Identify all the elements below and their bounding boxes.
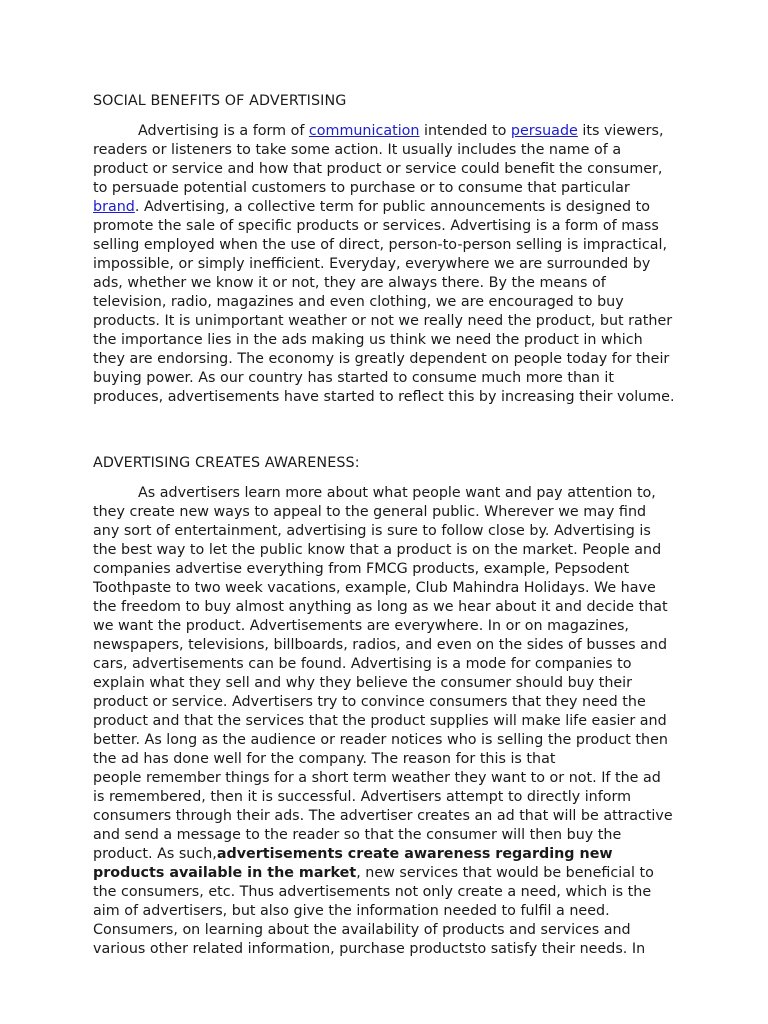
text-run: As advertisers learn more about what people want and pay attention to, they create new ways to appeal to the general public. Wherever we may find any sort of entertainment, advertising is sure to follow close by. Advertising is the best way to let the public know that a product is on the market. People and companies advertise everything from FMCG products, example, Pepsodent Toothpaste to two week vacations, example, Club Mahindra Holidays. We have the freedom to buy almost anything as long as we hear about it and decide that we want the product. Advertisements are everywhere. In or on magazines, newspapers, televisions, billboards, radios, and even on the sides of busses and cars, advertisements can be found. Advertising is a mode for companies to explain what they sell and why they believe the consumer should buy their product or service. Advertisers try to convince consumers that they need the product and that the services that the product supplies will make life easier and better. As long as the audience or reader notices who is selling the product then the ad has done well for the company. The reason for this is that [93, 485, 668, 767]
section-heading-awareness: ADVERTISING CREATES AWARENESS: [93, 455, 360, 471]
link-brand[interactable]: brand [93, 199, 135, 215]
paragraph-awareness [93, 484, 676, 959]
bold-emphasis: advertisements create awareness regarding new products available in the market [93, 846, 613, 881]
text-run: its viewers, readers or listeners to take some action. It usually includes the name of a product or service and how that product or service could benefit the consumer, to persuade potential customers to purchase or to consume that particular [93, 123, 664, 196]
link-communication[interactable]: communication [308, 123, 420, 139]
text-run: intended to [419, 123, 511, 139]
text-run: . Advertising, a collective term for public announcements is designed to promote the sale of specific products or services. Advertising is a form of mass selling employed when the use of direct, person-to-person selling is impractical, impossible, or simply inefficient. Everyday, everywhere we are surrounded by ads, whether we know it or not, they are always there. By the means of television, radio, magazines and even clothing, we are encouraged to buy products. It is unimportant weather or not we really need the product, but rather the importance lies in the ads making us think we need the product in which they are endorsing. The economy is greatly dependent on people today for their buying power. As our country has started to consume much more than it produces, advertisements have started to reflect this by increasing their volume. [93, 199, 675, 405]
text-run: Advertising is a form of [138, 123, 309, 139]
text-run: , new services that would be beneficial to the consumers, etc. Thus advertisements not only create a need, which is the aim of advertisers, but also give the information needed to fulfil a need. Consumers, on learning about the availability of products and services and various other related information, purchase productsto satisfy their needs. In [93, 865, 654, 957]
section-heading-social-benefits: SOCIAL BENEFITS OF ADVERTISING [93, 93, 347, 109]
link-persuade[interactable]: persuade [510, 123, 578, 139]
paragraph-social-benefits [93, 122, 676, 407]
text-run-continued: people remember things for a short term weather they want to or not. If the ad is remembered, then it is successful. Advertisers attempt to directly inform consumers through their ads. The advertiser creates an ad that will be attractive and send a message to the reader so that the consumer will then buy the product. As such, [93, 770, 673, 862]
